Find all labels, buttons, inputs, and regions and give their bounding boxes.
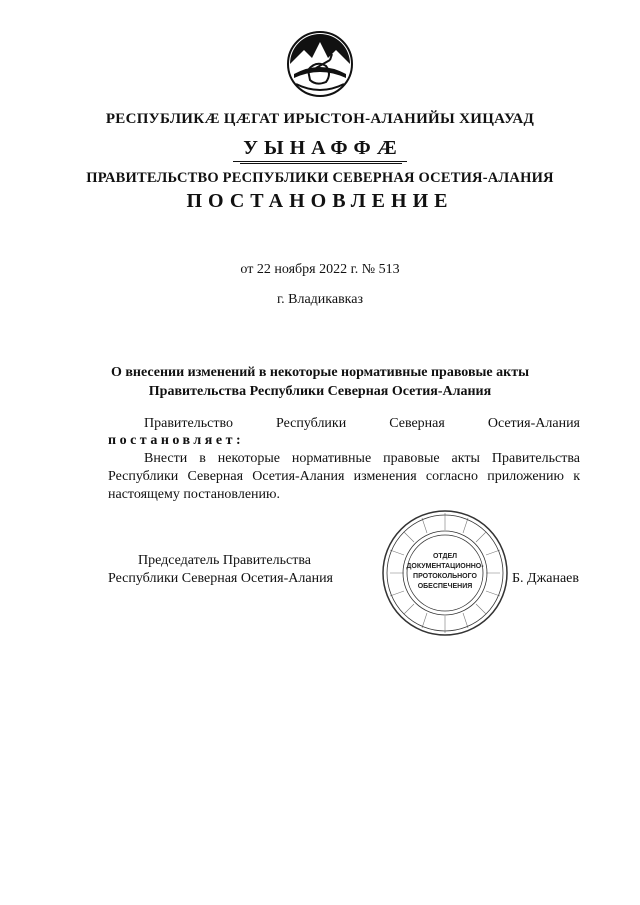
russian-decree-title: ПОСТАНОВЛЕНИЕ	[186, 190, 454, 212]
signer-role-line-1: Председатель Правительства	[138, 553, 311, 568]
header-divider	[240, 163, 402, 164]
decree-date: от 22 ноября 2022 г. № 513	[240, 262, 400, 277]
decree-subject	[0, 363, 640, 401]
stamp-line-3: ПРОТОКОЛЬНОГО	[413, 573, 477, 580]
signer-name: Б. Джанаев	[512, 571, 580, 586]
stamp-line-2: ДОКУМЕНТАЦИОННО-	[406, 563, 484, 570]
preamble-word: Республики	[275, 416, 347, 431]
signer-role-line-2: Республики Северная Осетия-Алания	[108, 571, 333, 586]
stamp-line-1: ОТДЕЛ	[432, 553, 458, 560]
decree-verb: постановляет:	[108, 433, 245, 448]
decree-body-text: Внести в некоторые нормативные правовые акты Правительства Республики Северная Осетия-Алания изменения согласно приложению к настоящему постановлению.	[108, 451, 580, 502]
preamble-word: Осетия-Алания	[487, 416, 580, 431]
russian-government-name: ПРАВИТЕЛЬСТВО РЕСПУБЛИКИ СЕВЕРНАЯ ОСЕТИЯ-АЛАНИЯ	[86, 170, 554, 186]
decree-subject-line-1: О внесении изменений в некоторые нормативные правовые акты	[110, 365, 530, 380]
decree-city: г. Владикавказ	[276, 292, 364, 307]
decree-subject-line-2: Правительства Республики Северная Осетия-Алания	[148, 384, 492, 399]
ossetian-government-name: РЕСПУБЛИКӔ ЦӔГАТ ИРЫСТОН-АЛАНИЙЫ ХИЦАУАД	[105, 111, 535, 127]
ossetian-decree-title: УЫНАФФӔ	[0, 137, 640, 162]
stamp-line-4: ОБЕСПЕЧЕНИЯ	[417, 583, 473, 590]
preamble-line	[108, 415, 580, 433]
preamble-word: Северная	[389, 416, 445, 431]
coat-of-arms-icon	[286, 30, 354, 98]
preamble-word: Правительство	[144, 416, 233, 431]
official-stamp	[380, 508, 510, 638]
